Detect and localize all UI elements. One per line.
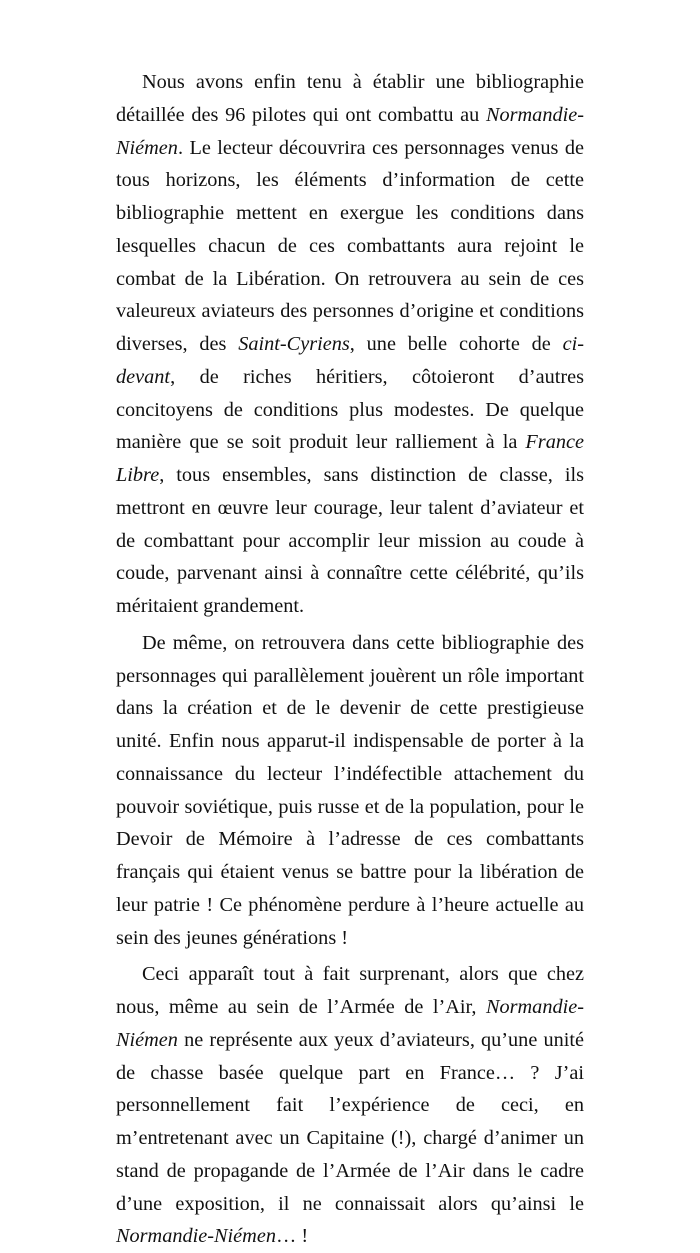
text-run: . Le lecteur découvrira ces personnages venus de tous horizons, les éléments d’information de cette bibliographie mettent en exergue les conditions dans lesquelles chacun de ces combattants aura rejoint le combat de la Libération. On retrouvera au sein de ces valeureux aviateurs des personnes d’origine et conditions diverses, des bbox=[116, 136, 584, 355]
text-run: , de riches héritiers, côtoieront d’autres concitoyens de conditions plus modestes. De quelque manière que se soit produit leur ralliement à la bbox=[116, 365, 584, 454]
text-run: , une belle cohorte de bbox=[349, 333, 563, 355]
text-run: Nous avons enfin tenu à établir une bibliographie détaillée des 96 pilotes qui ont combattu au bbox=[116, 71, 584, 126]
italic-run: Saint-Cyriens bbox=[238, 333, 350, 355]
italic-run: France Libre bbox=[116, 431, 584, 486]
paragraph bbox=[116, 627, 584, 955]
text-run: Ceci apparaît tout à fait surprenant, alors que chez nous, même au sein de l’Armée de l’Air, bbox=[116, 963, 584, 1018]
body-text bbox=[116, 66, 584, 1253]
italic-run: Normandie-Niémen bbox=[116, 103, 584, 159]
paragraph bbox=[116, 66, 584, 623]
text-run: ne représente aux yeux d’aviateurs, qu’une unité de chasse basée quelque part en France… ? J’ai personnellement fait l’expérience de ceci, en m’entretenant avec un Capitaine (!), chargé d’animer un stand de propagande de l’Armée de l’Air dans le cadre d’une exposition, il ne connaissait alors qu’ainsi le bbox=[116, 1028, 584, 1215]
italic-run: Normandie-Niémen bbox=[116, 996, 584, 1051]
paragraph bbox=[116, 958, 584, 1253]
text-run: … ! bbox=[275, 1225, 309, 1248]
italic-run: ci-devant bbox=[116, 333, 584, 388]
text-run: De même, on retrouvera dans cette bibliographie des personnages qui parallèlement jouèrent un rôle important dans la création et de le devenir de cette prestigieuse unité. Enfin nous apparut-il indispensable de porter à la connaissance du lecteur l’indéfectible attachement du pouvoir soviétique, puis russe et de la population, pour le Devoir de Mémoire à l’adresse de ces combattants français qui étaient venus se battre pour la libération de leur patrie ! Ce phénomène perdure à l’heure actuelle au sein des jeunes générations ! bbox=[116, 631, 584, 949]
text-run: , tous ensembles, sans distinction de classe, ils mettront en œuvre leur courage, leur talent d’aviateur et de combattant pour accomplir leur mission au coude à coude, parvenant ainsi à connaître cette célébrité, qu’ils méritaient grandement. bbox=[116, 464, 584, 617]
italic-run: Normandie-Niémen bbox=[116, 1225, 276, 1248]
